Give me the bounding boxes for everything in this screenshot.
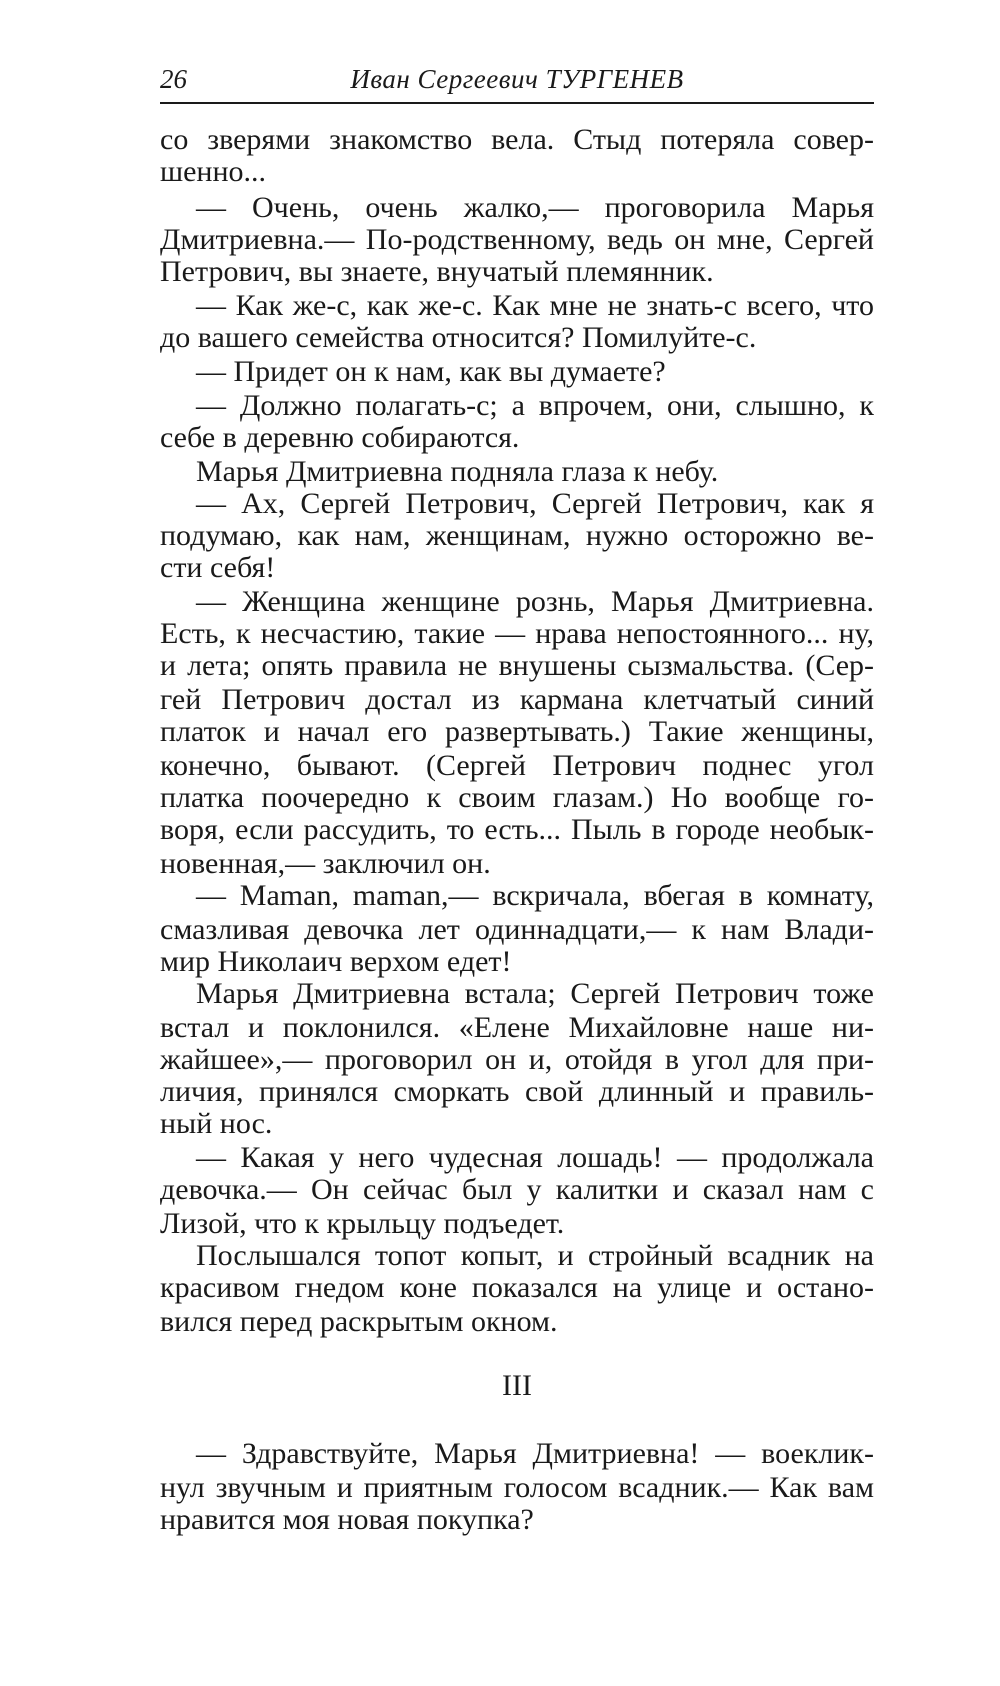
text-line: до вашего семейства относится? Помилуйте-с. <box>160 321 757 354</box>
text-line: мир Николаич верхом едет! <box>160 945 512 978</box>
text-line: Петрович, вы знаете, внучатый племянник. <box>160 255 714 288</box>
text-line: Дмитриевна.— По-родственному, ведь он мне, Сергей <box>160 223 874 256</box>
text-line: и лета; опять правила не внушены сызмальства. (Сер- <box>160 649 874 682</box>
text-line: — Ах, Сергей Петрович, Сергей Петрович, как я <box>196 487 874 520</box>
text-line: конечно, бывают. (Сергей Петрович поднес угол <box>160 749 874 782</box>
page-number: 26 <box>160 64 187 94</box>
text-line: сти себя! <box>160 551 276 584</box>
page-header <box>160 62 874 104</box>
text-line: нул звучным и приятным голосом всадник.— Как вам <box>160 1471 874 1504</box>
text-line: встал и поклонился. «Елене Михайловне наше ни- <box>160 1011 874 1044</box>
text-line: Марья Дмитриевна подняла глаза к небу. <box>196 455 719 488</box>
text-line: красивом гнедом коне показался на улице и остано- <box>160 1271 874 1304</box>
text-line: гей Петрович достал из кармана клетчатый синий <box>160 683 874 716</box>
text-line: нравится моя новая покупка? <box>160 1503 534 1536</box>
text-line: — Как же-с, как же-с. Как мне не знать-с всего, что <box>196 289 874 322</box>
text-line: платок и начал его развертывать.) Такие женщины, <box>160 715 874 748</box>
text-line: — Здравствуйте, Марья Дмитриевна! — воеклик- <box>196 1437 874 1470</box>
text-line: — Женщина женщине рознь, Марья Дмитриевна. <box>196 585 874 618</box>
text-line: — Придет он к нам, как вы думаете? <box>196 355 666 388</box>
text-line: — Очень, очень жалко,— проговорила Марья <box>196 191 874 224</box>
text-line: подумаю, как нам, женщинам, нужно осторожно ве- <box>160 519 874 552</box>
text-line: шенно... <box>160 155 267 188</box>
text-line: Послышался топот копыт, и стройный всадник на <box>196 1239 874 1272</box>
text-line: новенная,— заключил он. <box>160 847 491 880</box>
text-line: жайшее»,— проговорил он и, отойдя в угол для при- <box>160 1043 874 1076</box>
text-line: со зверями знакомство вела. Стыд потеряла совер- <box>160 123 874 156</box>
text-line: воря, если рассудить, то есть... Пыль в городе необык- <box>160 813 874 846</box>
text-line: — Какая у него чудесная лошадь! — продолжала <box>196 1141 874 1174</box>
text-line: — Должно полагать-с; а впрочем, они, слышно, к <box>196 389 874 422</box>
text-line: вился перед раскрытым окном. <box>160 1305 558 1338</box>
text-line: смазливая девочка лет одиннадцати,— к нам Влади- <box>160 913 874 946</box>
running-head: Иван Сергеевич ТУРГЕНЕВ <box>350 64 684 94</box>
text-line: ный нос. <box>160 1107 273 1140</box>
text-line: Марья Дмитриевна встала; Сергей Петрович тоже <box>196 977 874 1010</box>
text-line: — Maman, maman,— вскричала, вбегая в комнату, <box>196 879 874 912</box>
text-line: платка поочередно к своим глазам.) Но вообще го- <box>160 781 874 814</box>
text-line: себе в деревню собираются. <box>160 421 520 454</box>
chapter-heading: III <box>502 1369 532 1402</box>
text-line: личия, принялся сморкать свой длинный и правиль- <box>160 1075 874 1108</box>
text-line: Лизой, что к крыльцу подъедет. <box>160 1207 565 1240</box>
text-line: Есть, к несчастию, такие — нрава непостоянного... ну, <box>160 617 874 650</box>
text-line: девочка.— Он сейчас был у калитки и сказал нам с <box>160 1173 874 1206</box>
